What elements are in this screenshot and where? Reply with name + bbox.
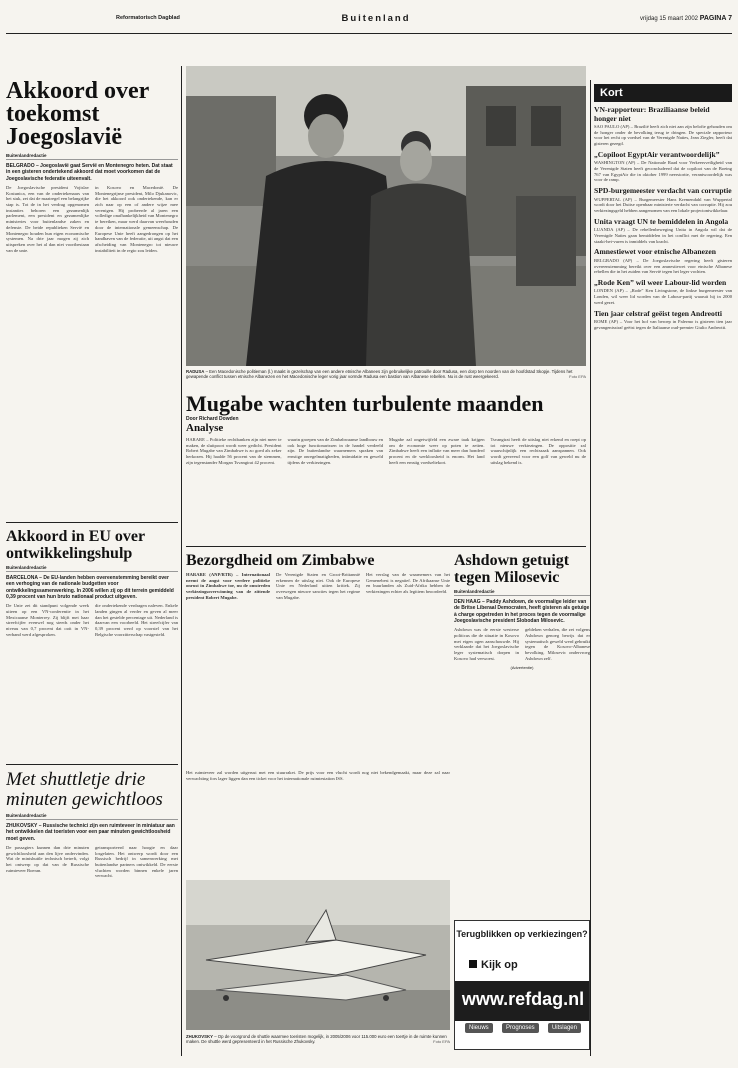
kort-item xyxy=(594,151,732,183)
kort-item-headline: „Rode Ken” wil weer Labour-lid worden xyxy=(594,277,727,287)
column-divider xyxy=(181,66,182,1056)
article-byline: Buitenlandredactie xyxy=(454,589,590,596)
kort-item xyxy=(594,187,732,214)
article-headline: Akkoord in EU over ontwikkelingshulp xyxy=(6,528,145,562)
section-divider xyxy=(186,546,586,547)
kort-sidebar xyxy=(594,106,732,1056)
article-byline: Door Richard Dowden xyxy=(186,416,239,422)
section-divider xyxy=(6,522,178,523)
section-title: Buitenland xyxy=(341,13,411,24)
article-eu-aid xyxy=(6,528,178,728)
article-column: HARARE – Politieke rechtbanken zijn niet meer te maken, de sluitpoort wordt weer gedicht. President Robert Mugabe van Zimbabwe is zo goed als zeker herkozen. Hij haalde 56 procent van de stemmen, zijn tegenstander Morgan Tsvangirai 42 procent. xyxy=(186,437,282,465)
article-byline: Buitenlandredactie xyxy=(6,813,178,820)
ad-kijk: Kijk op xyxy=(469,959,518,971)
article-column: in Kosovo en Macedonië. De Montenegrijnse president, Milo Djukanovic, die het akkoord ook ondertekende, kan er zich naar op een of andere wijze mee verenigen. Hij probeerde al jaren een volledige onafhankelijkheid van Montenegro te bereiken, maar werd daarvan weerhouden door de internationale gemeenschap. De Europese Unie heeft aangedrongen op het handhaven van de federatie, uit angst dat een afscheiding van Montenegro tot nieuwe instabiliteit in de regio zou leiden. xyxy=(95,184,178,253)
article-column: Tsvangirai heeft de uitslag niet erkend en roept op tot nieuwe verkiezingen. De oppositie zal waarschijnlijk een rechtszaak aanspannen. Ook wordt gevreesd voor een golf van geweld nu de uitslag bekend is. xyxy=(490,437,586,465)
article-headline: Mugabe wachten turbulente maanden xyxy=(186,392,544,416)
ad-tabs xyxy=(465,1023,581,1033)
main-photo-caption: RADUSA – Een Macedonische politieman (l.) maakt in gezelschap van een andere etnische Albanees zijn gebruikelijke patrouille door Radusa, een dorp ten noorden van de hoofdstad Skopje. Tijdens het gewapende conflict tussen etnische Albanezen en het Macedonische leger vorig jaar vormde Radusa een bastion van Albanese rebellen. Nu is de rust weergekeerd. Foto EPA xyxy=(186,369,586,380)
ad-tab-uitslagen[interactable]: Uitslagen xyxy=(548,1023,581,1033)
article-column: Het verslag van de waarnemers van het Gemenebest is negatief. De Afrikaanse Unie en buurlanden als Zuid-Afrika hebben de verkiezingen echter als legitiem beoordeeld. xyxy=(366,572,450,595)
kort-item xyxy=(594,310,732,331)
article-kicker: Analyse xyxy=(186,422,224,434)
page-date: vrijdag 15 maart 2002 PAGINA 7 xyxy=(639,15,732,22)
article-column: De Unie zet dit standpunt volgende week uiteen op een VN-conferentie in het Mexicaanse Monterrey. Zij blijft met haar streefcijfer evenwel nog steeds onder het niveau van 0,7 procent dat ooit in VN-verband werd afgesproken. xyxy=(6,603,89,637)
paper-name: Reformatorisch Dagblad xyxy=(116,15,180,21)
kort-item-headline: Unita vraagt UN te bemiddelen in Angola xyxy=(594,216,729,226)
ad-title: Terugblikken op verkiezingen? xyxy=(456,929,588,939)
kort-item xyxy=(594,248,732,275)
kort-item-headline: SPD-burgemeester verdacht van corruptie xyxy=(594,186,732,196)
main-photo xyxy=(186,66,586,366)
article-lead: BARCELONA – De EU-landen hebben overeenstemming bereikt over een verhoging van de nationale budgetten voor ontwikkelingssamenwerking. In 2006 willen zij op dit terrein gemiddeld 0,39 procent van hun bruto nationaal product uitgeven. xyxy=(6,575,174,600)
kort-item xyxy=(594,279,732,306)
article-lead: DEN HAAG – Paddy Ashdown, de voormalige leider van de Britse Liberaal Democraten, heeft gisteren als getuige à charge opgetreden in het proces tegen de voormalige Joegoslavische president Slobodan Milosevic. xyxy=(454,599,590,624)
kort-item-headline: „Copiloot EgyptAir verantwoordelijk” xyxy=(594,149,720,159)
square-bullet-icon xyxy=(469,960,477,968)
article-headline: Ashdown getuigt tegen Milosevic xyxy=(454,552,570,586)
article-column: Het ruimteveer zal worden uitgerust met een stuurraket. De prijs voor een vlucht wordt nog niet bekendgemaakt, maar deze zal naar verwachting fors lager liggen dan een ticket voor het internationale ruimtestation ISS. xyxy=(186,770,450,781)
shuttle-photo xyxy=(186,880,450,1030)
article-column: De passagiers kunnen dan drie minuten gewichtloosheid aan den lijve ondervinden. Wat de minishuttle technisch betreft, volgt het ontwerp op dat van de Russische ruimteveer Boeran. xyxy=(6,844,89,873)
article-column: Ashdown was de eerste westerse politicus die de situatie in Kosovo met eigen ogen aanschouwde. Hij verklaarde dat het Joegoslavische leger systematisch dorpen in Kosovo had verwoest. xyxy=(454,627,519,661)
kort-item-headline: Amnestiewet voor etnische Albanezen xyxy=(594,247,716,257)
article-joegoslavie xyxy=(6,80,178,520)
article-column: HARARE (ANP/RTR) – Internationaal neemt de angst voor verdere politieke onrust in Zimbabwe toe, nu de omstreden verkiezingsoverwinning van de zittende president Robert Mugabe. xyxy=(186,572,270,600)
article-shuttle xyxy=(6,770,178,1060)
article-byline: Buitenlandredactie xyxy=(6,153,178,160)
article-headline: Bezorgdheid om Zimbabwe xyxy=(186,552,375,569)
shuttle-photo-caption: ZHUKOVSKY – Op de voorgrond de shuttle waarmee toeristen mogelijk, in 2005/2006 voor 115.000 euro een toertje in de ruimte kunnen maken. De shuttle werd gepresenteerd in het Russische Zhukovsky. Foto EPA xyxy=(186,1034,450,1045)
masthead xyxy=(6,12,732,34)
article-lead: BELGRADO – Joegoslavië gaat Servië en Montenegro heten. Dat staat in een gisteren ondertekend akkoord dat moet voorkomen dat de Joegoslavische federatie uiteenvalt. xyxy=(6,163,173,182)
article-column: getransporteerd naar hoogte en daar losgelaten. Het ontwerp wordt door een Russisch bedrijf in samenwerking met buitenlandse partners ontwikkeld. De eerste vluchten worden binnen enkele jaren verwacht. xyxy=(95,844,178,879)
kort-item-headline: VN-rapporteur: Braziliaanse beleid honger niet xyxy=(594,106,710,123)
refdag-advertisement[interactable] xyxy=(454,920,590,1050)
kort-item-body: WUPPERTAL (AP) – Burgemeester Hans Kremendahl van Wuppertal wordt door het Duitse openbaar ministerie verdacht van corruptie. Hij zou verkiezingsgeld hebben aangenomen van een lokale projectontwikkelaar. xyxy=(594,196,732,214)
article-column: De Joegoslavische president Vojislav Kostunica, een van de ondertekenaars van het stuk, zei dat de maatregel een belangrijke stap is. Tot de in het verdrag opgenomen instanties behoren een gezamenlijk parlement, een president en gezamenlijke ministeries voor buitenlandse zaken en defensie. De beide republieken Servië en Montenegro houden hun eigen economische systemen. Na drie jaar mogen zij zich uitspreken over het al dan niet voortbestaan van de unie. xyxy=(6,184,89,253)
ad-tab-prognoses[interactable]: Prognoses xyxy=(502,1023,539,1033)
article-mugabe xyxy=(186,392,586,542)
kort-header: Kort xyxy=(594,84,732,102)
column-divider xyxy=(590,80,591,1056)
kort-item-body: WASHINGTON (AP) – De Nationale Raad voor Verkeersveiligheid van de Verenigde Staten heeft geconcludeerd dat de copiloot van de Boeing 767 van EgyptAir die in oktober 1999 neerstortte, verantwoordelijk was voor de ramp. xyxy=(594,160,732,183)
kort-item-body: LONDEN (AP) – „Rode” Ken Livingstone, de linkse burgemeester van Londen, wil weer lid worden van de Labour-partij waaruit hij in 2000 werd gezet. xyxy=(594,288,732,305)
ad-label: (Advertentie) xyxy=(510,665,534,671)
kort-item xyxy=(594,106,732,147)
article-column: gebleken verhalen, die zei volgens Ashdown genoeg bewijs dat er systematisch geweld werd gebruikt tegen de Kosovo-Albanese bevolking. Milosevic ondervroeg Ashdown zelf. xyxy=(525,627,590,661)
ad-tab-nieuws[interactable]: Nieuws xyxy=(465,1023,493,1033)
article-column: De Verenigde Staten en Groot-Brittannië erkennen de uitslag niet. Ook de Europese Unie en Nederland uitten kritiek. Zij overwegen nieuwe sancties tegen het regime van Mugabe. xyxy=(276,572,360,600)
article-headline: Met shuttletje drie minuten gewichtloos xyxy=(6,770,163,810)
article-column: die ondertekende verdragen naleven. Enkele landen gingen al verder en geven al meer dan het gestelde percentage uit. Nederland is daarvan een voorbeeld. Het streefcijfer van 0,39 procent werd op voorstel van het Belgische voorzitterschap vastgesteld. xyxy=(95,603,178,637)
kort-item-body: ROME (AP) – Voor het hof van beroep in Palermo is gisteren tien jaar gevangenisstraf geëist tegen de Italiaanse oud-premier Giulio Andreotti. xyxy=(594,319,732,330)
article-byline: Buitenlandredactie xyxy=(6,565,178,572)
article-column: Mugabe zal ongetwijfeld een zware taak krijgen om de economie weer op poten te zetten. Zimbabwe heeft een inflatie van meer dan honderd procent en de werkloosheid is enorm. Het land heeft een ernstig voedseltekort. xyxy=(389,437,485,465)
kort-item-body: BELGRADO (AP) – De Joegoslavische regering heeft gisteren overeenstemming bereikt over een amnestiewet voor etnische Albanese rebellen die in het zuiden van Servië tegen het leger vochten. xyxy=(594,257,732,275)
section-divider xyxy=(6,764,178,765)
article-bezorgdheid xyxy=(186,552,450,762)
article-shuttle-cont xyxy=(186,770,450,890)
kort-item-body: LUANDA (AP) – De rebellenbeweging Unita in Angola wil dat de Verenigde Naties gaan bemiddelen in het conflict met de regering. Een staakt-het-vuren is inmiddels van kracht. xyxy=(594,227,732,244)
article-headline: Akkoord over toekomst Joegoslavië xyxy=(6,80,149,150)
kort-item-body: SAO PAULO (AP) – Brazilië heeft zich niet aan zijn belofte gehouden om de honger onder de bevolking terug te dringen. De speciale rapporteur voor het recht op voedsel van de Verenigde Naties, Jean Ziegler, heeft dat gisteren gezegd. xyxy=(594,124,732,147)
article-ashdown xyxy=(454,552,590,912)
article-lead: ZHUKOVSKY – Russische technici zijn een ruimteveer in miniatuur aan het ontwikkelen dat toeristen voor een paar minuten gewichtloosheid moet geven. xyxy=(6,823,175,842)
article-column: waarin groepen van de Zimbabwaanse landbouw en ook hoge functionarissen in de handel verdeeld zijn. De buitenlandse waarnemers spraken van ernstige onregelmatigheden, intimidatie en geweld tijdens de verkiezingen. xyxy=(287,437,383,465)
kort-item-headline: Tien jaar celstraf geëist tegen Andreotti xyxy=(594,308,723,318)
ad-url-link[interactable]: www.refdag.nl xyxy=(455,981,590,1021)
kort-item xyxy=(594,218,732,245)
